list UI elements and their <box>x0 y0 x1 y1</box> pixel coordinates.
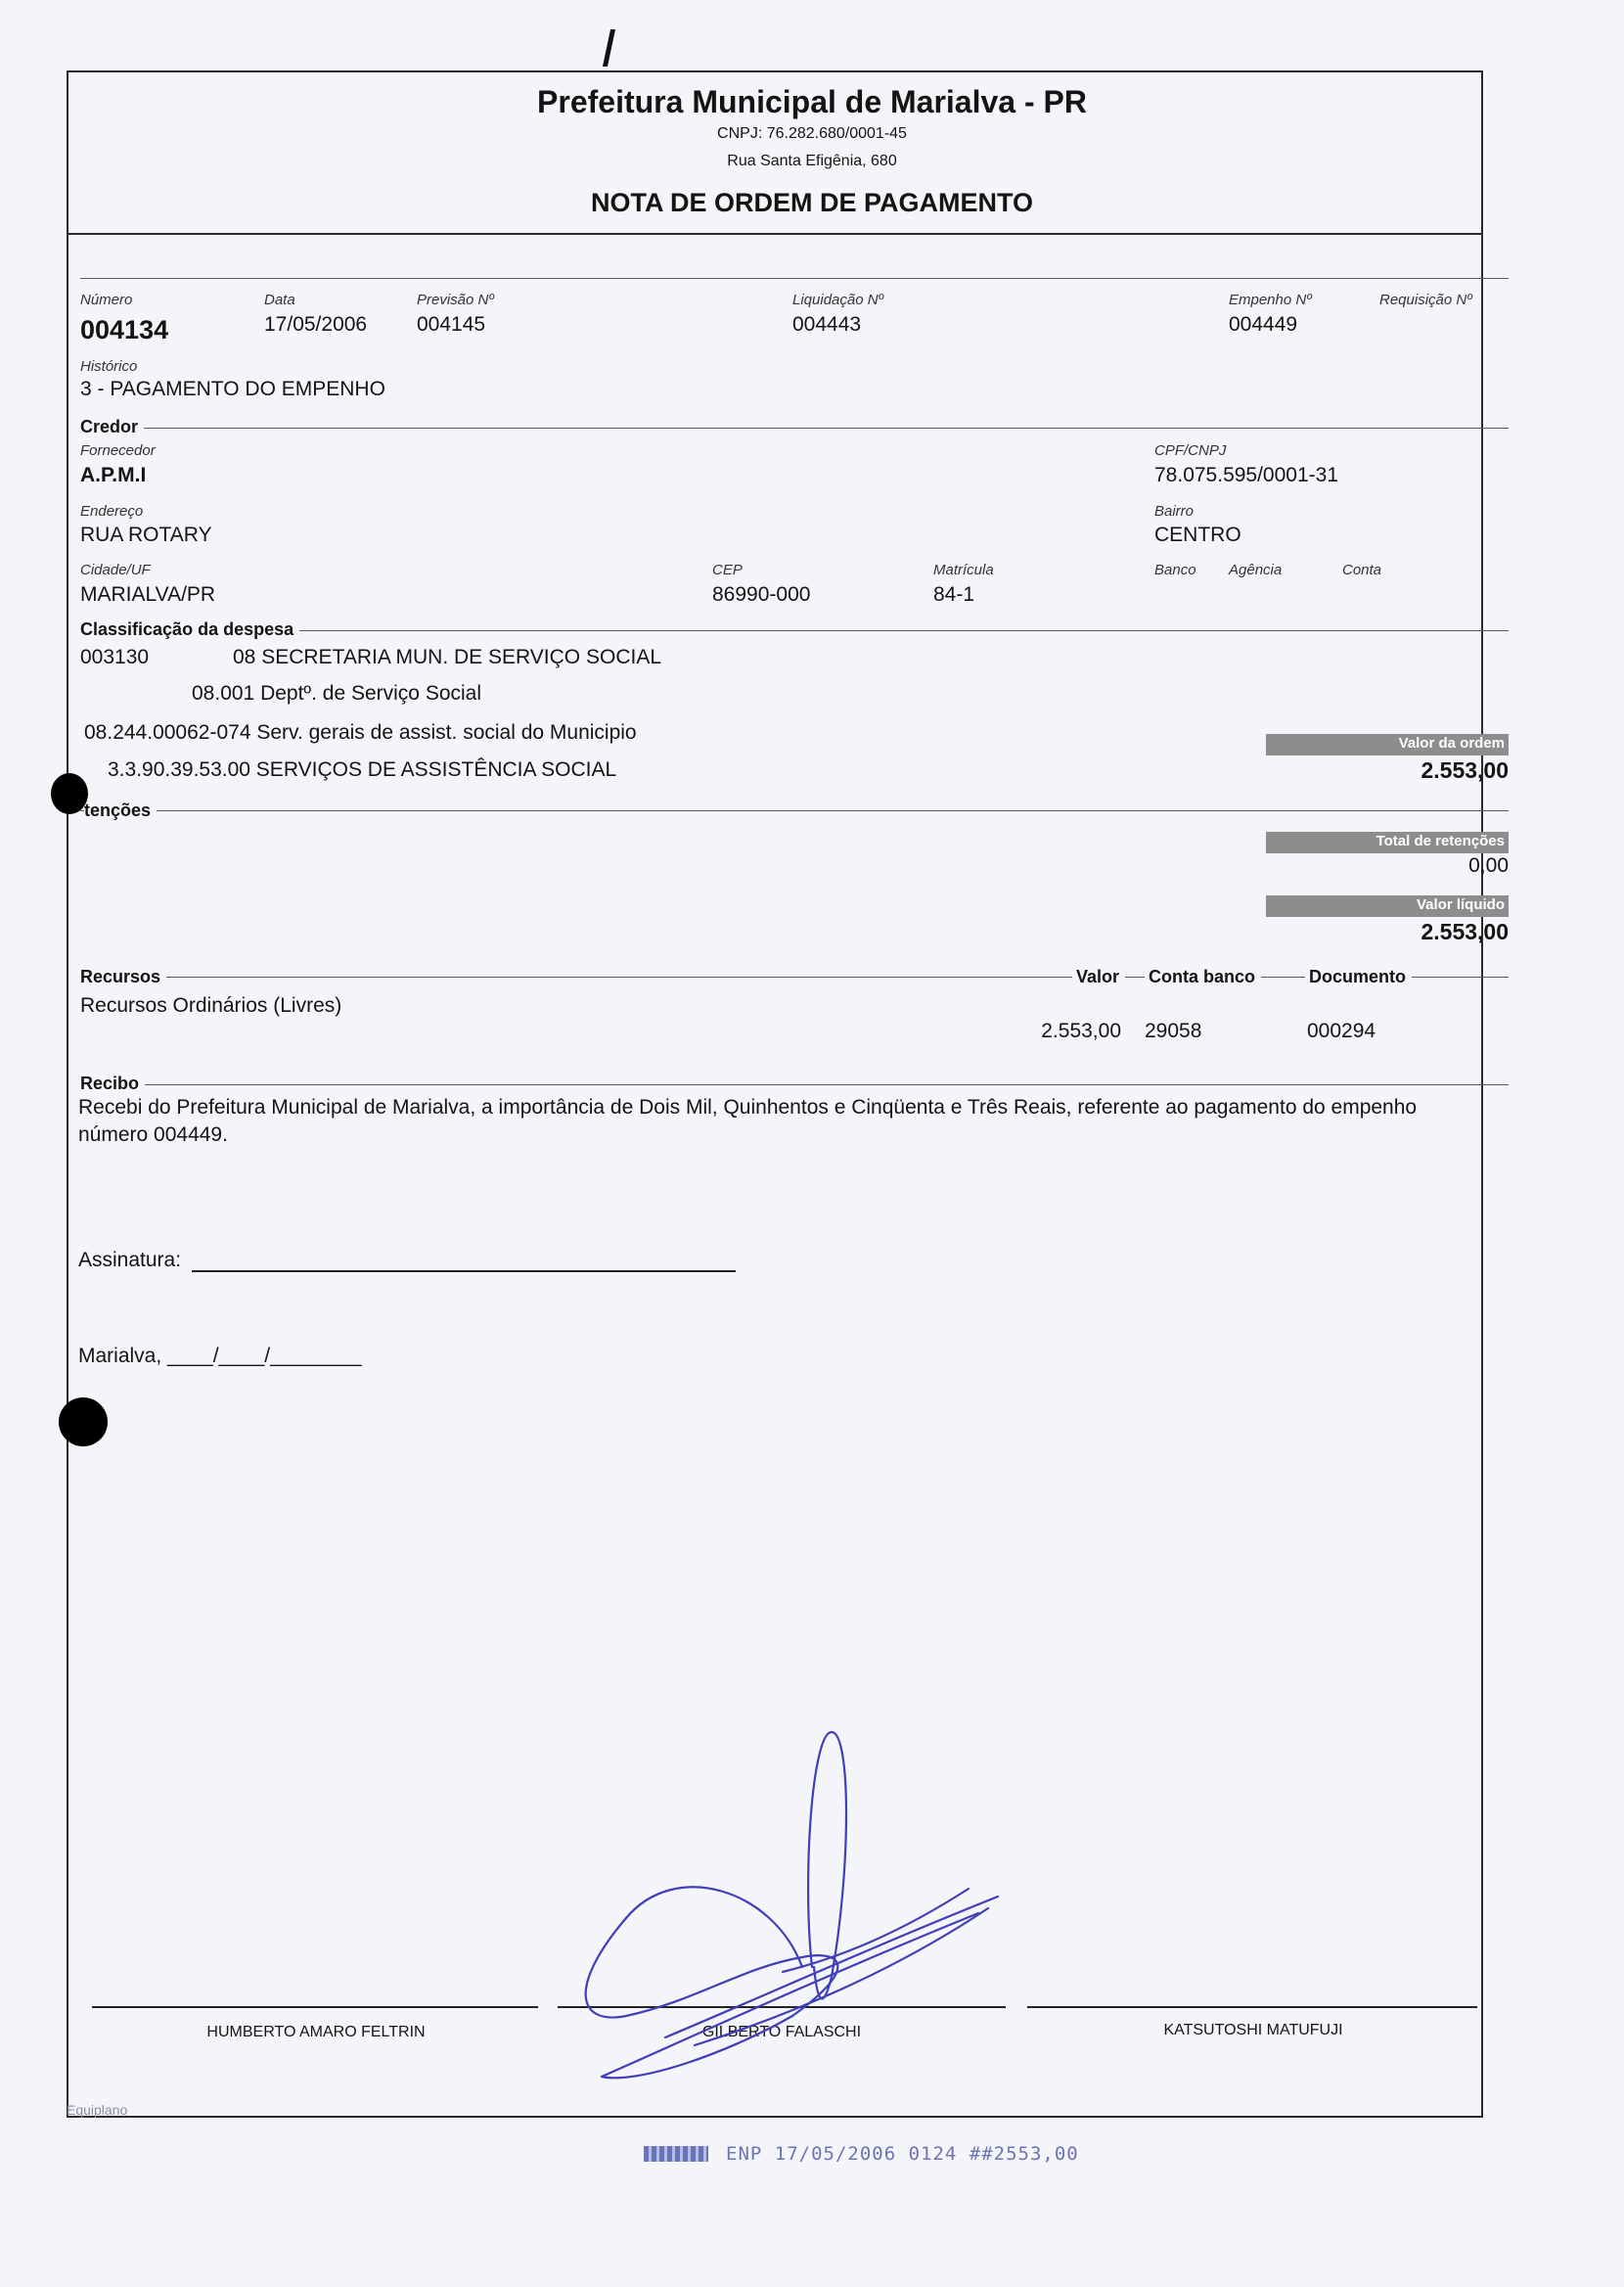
fornecedor-label: Fornecedor <box>80 442 156 459</box>
total-retencoes-value: 0,00 <box>1468 854 1509 877</box>
data-value: 17/05/2006 <box>264 313 368 336</box>
valor-liquido-value: 2.553,00 <box>1421 919 1509 944</box>
address-text: Rua Santa Efigênia, 680 <box>727 153 897 169</box>
bairro-value: CENTRO <box>1154 524 1241 546</box>
top-scan-mark <box>603 29 615 67</box>
cnpj-text: CNPJ: 76.282.680/0001-45 <box>717 125 907 142</box>
valor-ordem-value: 2.553,00 <box>1421 757 1509 783</box>
cep-label: CEP <box>712 562 743 578</box>
valor-ordem-label: Valor da ordem <box>1266 734 1509 755</box>
classificacao-unidade: 08.001 Deptº. de Serviço Social <box>192 682 482 705</box>
ink-blot-1 <box>51 773 88 814</box>
software-footer: Equiplano <box>67 2102 128 2118</box>
requisicao-label: Requisição Nº <box>1379 292 1472 308</box>
signatory-1: HUMBERTO AMARO FELTRIN <box>206 2024 426 2040</box>
header-divider <box>67 233 1483 235</box>
recursos-valor: 2.553,00 <box>1041 1020 1121 1042</box>
recursos-documento: 000294 <box>1307 1020 1376 1042</box>
document-title: NOTA DE ORDEM DE PAGAMENTO <box>590 188 1033 217</box>
print-stamp: ENP 17/05/2006 0124 ##2553,00 <box>726 2143 1079 2165</box>
banco-label: Banco <box>1154 562 1196 578</box>
empenho-value: 004449 <box>1229 313 1298 336</box>
classificacao-elemento: 3.3.90.39.53.00 SERVIÇOS DE ASSISTÊNCIA SOCIAL <box>108 758 617 781</box>
agencia-label: Agência <box>1229 562 1283 578</box>
assinatura-label: Assinatura: <box>78 1249 182 1271</box>
recibo-section: Recibo <box>80 1074 145 1094</box>
recursos-valor-header: Valor <box>1072 967 1125 987</box>
handwritten-signature <box>548 1722 1017 2094</box>
valor-liquido-label: Valor líquido <box>1266 895 1509 917</box>
ink-blot-2 <box>59 1397 108 1446</box>
conta-label: Conta <box>1342 562 1382 578</box>
retencoes-rule <box>80 810 1509 811</box>
previsao-label: Previsão Nº <box>417 292 494 308</box>
page-title: Prefeitura Municipal de Marialva - PR <box>537 84 1087 119</box>
historico-label: Histórico <box>80 358 138 375</box>
recursos-documento-header: Documento <box>1305 967 1412 987</box>
matricula-value: 84-1 <box>933 583 975 606</box>
credor-section: Credor <box>80 417 144 437</box>
numero-label: Número <box>80 292 133 308</box>
classificacao-orgao: 08 SECRETARIA MUN. DE SERVIÇO SOCIAL <box>233 646 662 668</box>
cpf-value: 78.075.595/0001-31 <box>1154 464 1339 486</box>
signature-line-1 <box>92 2006 538 2008</box>
empenho-label: Empenho Nº <box>1229 292 1312 308</box>
bairro-label: Bairro <box>1154 503 1195 520</box>
recursos-conta-header: Conta banco <box>1145 967 1261 987</box>
recibo-text-line2: número 004449. <box>78 1123 228 1146</box>
fornecedor-value: A.P.M.I <box>80 464 147 486</box>
endereco-value: RUA ROTARY <box>80 524 212 546</box>
cidade-value: MARIALVA/PR <box>80 583 216 606</box>
classificacao-funcional: 08.244.00062-074 Serv. gerais de assist. social do Municipio <box>84 721 637 744</box>
cidade-label: Cidade/UF <box>80 562 151 578</box>
historico-value: 3 - PAGAMENTO DO EMPENHO <box>80 378 385 400</box>
classificacao-code: 003130 <box>80 646 150 668</box>
recursos-rule <box>80 977 1509 978</box>
recursos-item: Recursos Ordinários (Livres) <box>80 994 342 1017</box>
signatory-2: GILBERTO FALASCHI <box>701 2024 862 2040</box>
liquidacao-label: Liquidação Nº <box>792 292 884 308</box>
data-label: Data <box>264 292 295 308</box>
retencoes-section: tenções <box>84 800 157 821</box>
ids-top-rule <box>80 278 1509 279</box>
previsao-value: 004145 <box>417 313 486 336</box>
numero-value: 004134 <box>80 315 169 344</box>
signature-line-3 <box>1027 2006 1477 2008</box>
recursos-section: Recursos <box>80 967 166 987</box>
total-retencoes-label: Total de retenções <box>1266 832 1509 853</box>
signatory-3: KATSUTOSHI MATUFUJI <box>1163 2022 1343 2038</box>
matricula-label: Matrícula <box>933 562 994 578</box>
cep-value: 86990-000 <box>712 583 811 606</box>
print-stamp-icon <box>644 2146 708 2162</box>
cpf-label: CPF/CNPJ <box>1154 442 1227 459</box>
recibo-text-line1: Recebi do Prefeitura Municipal de Marialva, a importância de Dois Mil, Quinhentos e Cinqüenta e Três Reais, referente ao pagamento do empenho <box>78 1096 1418 1119</box>
recibo-rule <box>80 1084 1509 1085</box>
endereco-label: Endereço <box>80 503 144 520</box>
classificacao-section: Classificação da despesa <box>80 619 299 640</box>
assinatura-line[interactable] <box>192 1270 736 1272</box>
recursos-conta-banco: 29058 <box>1145 1020 1202 1042</box>
local-data: Marialva, ____/____/________ <box>78 1345 362 1367</box>
credor-rule <box>80 428 1509 429</box>
liquidacao-value: 004443 <box>792 313 862 336</box>
